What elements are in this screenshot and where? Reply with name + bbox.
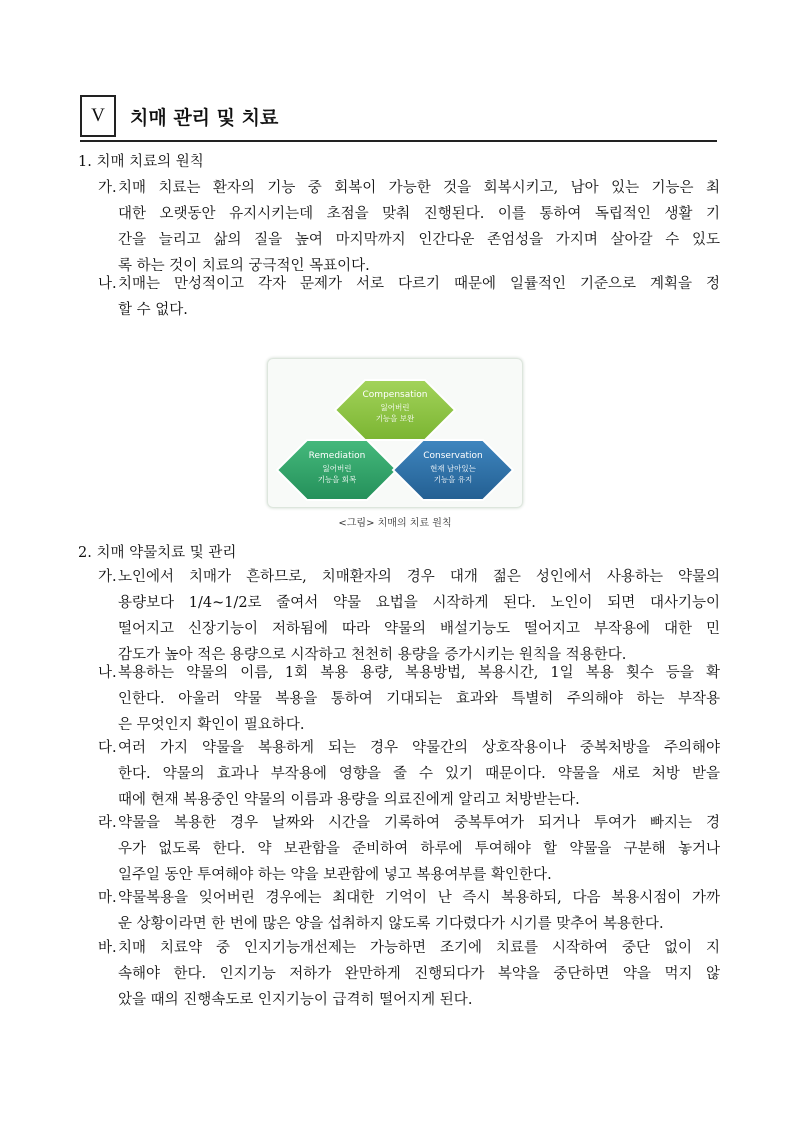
line-text: 복용하는 약물의 이름, 1회 복용 용량, 복용방법, 복용시간, 1일 복용 횟수 등을 확 (118, 665, 720, 681)
item-marker: 라. (98, 815, 117, 831)
figure-caption: <그림> 치매의 치료 원칙 (338, 518, 452, 529)
paragraph-line (98, 175, 720, 201)
line-text: 치매 치료약 중 인지기능개선제는 가능하면 조기에 치료를 시작하여 중단 없이 지 (118, 940, 720, 956)
paragraph-line (98, 271, 720, 297)
conservation-line2: 기능을 유지 (433, 475, 473, 484)
list-item (98, 175, 720, 279)
chapter-number: V (80, 95, 116, 137)
paragraph-line: 은 무엇인지 확인이 필요하다. (118, 717, 305, 733)
paragraph-line (98, 564, 720, 590)
section-heading: 1. 치매 치료의 원칙 (78, 154, 204, 170)
paragraph-line: 할 수 없다. (118, 302, 188, 318)
line-text: 약물복용을 잊어버린 경우에는 최대한 기억이 난 즉시 복용하되, 다음 복용시점이 가까 (118, 890, 720, 906)
list-item (98, 885, 720, 937)
remediation-title: Remediation (308, 451, 366, 461)
line-text: 약물을 복용한 경우 날짜와 시간을 기록하여 중복투여가 되거나 투여가 빠지는 경 (118, 815, 720, 831)
line-text: 치매는 만성적이고 각자 문제가 서로 다르기 때문에 일률적인 기준으로 계획을 정 (118, 276, 720, 292)
chapter-title: 치매 관리 및 치료 (130, 107, 279, 129)
paragraph-line: 떨어지고 신장기능이 저하됨에 따라 약물의 배설기능도 떨어지고 부작용에 대한 민 (118, 621, 720, 637)
item-marker: 가. (98, 180, 117, 196)
paragraph-line: 일주일 동안 투여해야 하는 약을 보관함에 넣고 복용여부를 확인한다. (118, 867, 552, 883)
paragraph-line: 인한다. 아울러 약물 복용을 통하여 기대되는 효과와 특별히 주의해야 하는 부작용 (118, 691, 720, 707)
paragraph-line (98, 810, 720, 836)
paragraph-line: 속해야 한다. 인지기능 저하가 완만하게 진행되다가 복약을 중단하면 약을 먹지 않 (118, 966, 720, 982)
paragraph-line: 록 하는 것이 치료의 궁극적인 목표이다. (118, 258, 370, 274)
paragraph-line: 용량보다 1/4~1/2로 줄여서 약물 요법을 시작하게 된다. 노인이 되면 대사기능이 (118, 595, 720, 611)
paragraph-line: 한다. 약물의 효과나 부작용에 영향을 줄 수 있기 때문이다. 약물을 새로 처방 받을 (118, 766, 720, 782)
compensation-title: Compensation (362, 390, 428, 400)
paragraph-line (98, 660, 720, 686)
paragraph-line (98, 735, 720, 761)
chapter-header (80, 95, 717, 142)
list-item (98, 735, 720, 813)
conservation-title: Conservation (423, 451, 483, 461)
item-marker: 가. (98, 569, 117, 585)
list-item (98, 271, 720, 323)
line-text: 노인에서 치매가 흔하므로, 치매환자의 경우 대개 젊은 성인에서 사용하는 약물의 (118, 569, 720, 585)
remediation-line1: 잃어버린 (322, 464, 352, 473)
conservation-line1: 현재 남아있는 (430, 464, 476, 473)
remediation-line2: 기능을 회복 (317, 475, 357, 484)
list-item (98, 810, 720, 888)
section-heading: 2. 치매 약물치료 및 관리 (78, 545, 237, 561)
list-item (98, 564, 720, 668)
list-item (98, 660, 720, 738)
item-marker: 마. (98, 890, 117, 906)
list-item (98, 935, 720, 1013)
compensation-line1: 잃어버린 (380, 403, 410, 412)
paragraph-line: 때에 현재 복용중인 약물의 이름과 용량을 의료진에게 알리고 처방받는다. (118, 792, 580, 808)
item-marker: 나. (98, 276, 117, 292)
item-marker: 다. (98, 740, 117, 756)
paragraph-line: 았을 때의 진행속도로 인지기능이 급격히 떨어지게 된다. (118, 992, 473, 1008)
paragraph-line: 우가 없도록 한다. 약 보관함을 준비하여 하루에 투여해야 할 약물을 구분해 놓거나 (118, 841, 720, 857)
treatment-principle-figure (267, 358, 523, 508)
paragraph-line: 대한 오랫동안 유지시키는데 초점을 맞춰 진행된다. 이를 통하여 독립적인 생활 기 (118, 206, 720, 222)
line-text: 치매 치료는 환자의 기능 중 회복이 가능한 것을 회복시키고, 남아 있는 기능은 최 (118, 180, 720, 196)
paragraph-line (98, 935, 720, 961)
item-marker: 바. (98, 940, 117, 956)
hexagon-diagram (267, 358, 523, 508)
item-marker: 나. (98, 665, 117, 681)
paragraph-line: 간을 늘리고 삶의 질을 높여 마지막까지 인간다운 존엄성을 가지며 살아갈 수 있도 (118, 232, 720, 248)
line-text: 여러 가지 약물을 복용하게 되는 경우 약물간의 상호작용이나 중복처방을 주의해야 (118, 740, 720, 756)
paragraph-line: 운 상황이라면 한 번에 많은 양을 섭취하지 않도록 기다렸다가 시기를 맞추어 복용한다. (118, 916, 664, 932)
compensation-line2: 기능을 보완 (375, 414, 415, 423)
paragraph-line: 감도가 높아 적은 용량으로 시작하고 천천히 용량을 증가시키는 원칙을 적용한다. (118, 647, 627, 663)
paragraph-line (98, 885, 720, 911)
